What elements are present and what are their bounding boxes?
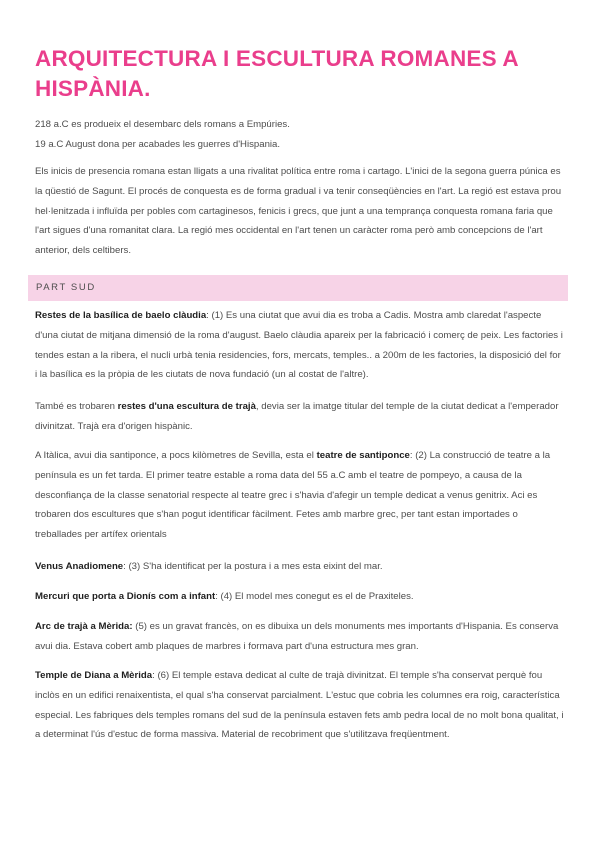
lead-trajan-sculpture: També es trobaren [35,401,118,412]
paragraph-italica [35,446,565,545]
paragraph-temple [35,666,565,745]
paragraph-mercuri [35,587,565,607]
date-line-1: 218 a.C es produeix el desembarc dels romans a Empúries. [35,119,290,130]
term-trajan-sculpture: restes d'una escultura de trajà [117,401,256,412]
term-venus: Venus Anadiomene [35,561,124,572]
text-mercuri: : (4) El model mes conegut es el de Praxiteles. [215,591,414,602]
text-temple: : (6) El temple estava dedicat al culte de trajà divinitzat. El temple s'ha conservat perquè fou inclòs en un edifici renaixentista, el qual s'ha conservat parcialment. L'estuc que cobria les columnes era roig, característica especial. Les fabriques dels temples romans del sud de la península estaven fets amb pedra local de no molt bona qualitat, i a determinat l'ús d'estuc de forma massiva. Material de recobriment que s'utilitzava freqüentment. [35,670,564,741]
text-arc: (5) es un gravat francès, on es dibuixa un dels monuments mes importants d'Hispania. Es conserva avui dia. Estava cobert amb plaques de marbres i formava part d'una estructura mes gran. [35,621,559,652]
term-baelo: Restes de la basílica de baelo clàudia [35,310,207,321]
date-line-2: 19 a.C August dona per acabades les guerres d'Hispania. [35,139,281,150]
paragraph-arc [35,617,565,657]
term-arc: Arc de trajà a Mèrida: [35,621,133,632]
text-baelo: : (1) Es una ciutat que avui dia es troba a Cadis. Mostra amb claredat l'aspecte d'una ciutat de mitjana dimensió de la roma d'august. Baelo clàudia apareix per la fabricació i comerç de peix. Les factories i tendes estan a la ribera, el nucli urbà tenia residencies, fors, mercats, temples.. a 200m de les factories, la disposició del for i la basílica es la pròpia de les ciutats de nova fundació (un al costat de l'altre). [35,310,563,381]
text-italica: : (2) La construcció de teatre a la península es un fet tarda. El primer teatre estable a roma data del 55 a.C amb el teatre de pompeyo, a causa de la desconfiança de la classe senatorial respecte al teatre grec i s'havia d'afegir un temple dedicat a venus genitrix. Aci es trobaren dos escultures que s'han pogut identificar fàcilment. Fetes amb marbre grec, per tant estan importades o treballades per artífex orientals [35,450,551,541]
term-mercuri: Mercuri que porta a Dionís com a infant [35,591,216,602]
term-temple: Temple de Diana a Mèrida [35,670,153,681]
intro-paragraph: Els inicis de presencia romana estan lligats a una rivalitat política entre roma i cartago. L'inici de la segona guerra púnica es la qüestió de Sagunt. El procés de conquesta es de forma gradual i va tenir conseqüències en l'art. La regió est estava prou hel·lenitzada i influïda per pobles com cartaginesos, fenicis i grecs, que junt a una temprança conquesta romana faria que l'art sigues d'una romanitat clara. La regió mes occidental en l'art tenen un caràcter roma però amb concepcions de l'art anterior, dels celtibers. [35,166,562,257]
text-trajan-sculpture: , devia ser la imatge titular del temple de la ciutat dedicat a l'emperador divinitzat. Trajà era d'origen hispànic. [35,401,559,432]
section-label: PART SUD [36,282,96,293]
page-title: ARQUITECTURA I ESCULTURA ROMANES A HISPÀNIA. [35,46,519,101]
paragraph-venus [35,557,565,577]
text-venus: : (3) S'ha identificat per la postura i a mes esta eixint del mar. [123,561,383,572]
paragraph-baelo [35,306,565,385]
section-header [28,275,568,301]
lead-italica: A Itàlica, avui dia santiponce, a pocs kilòmetres de Sevilla, esta el [35,450,317,461]
term-teatre: teatre de santiponce [316,450,410,461]
paragraph-trajan-sculpture [35,397,565,437]
